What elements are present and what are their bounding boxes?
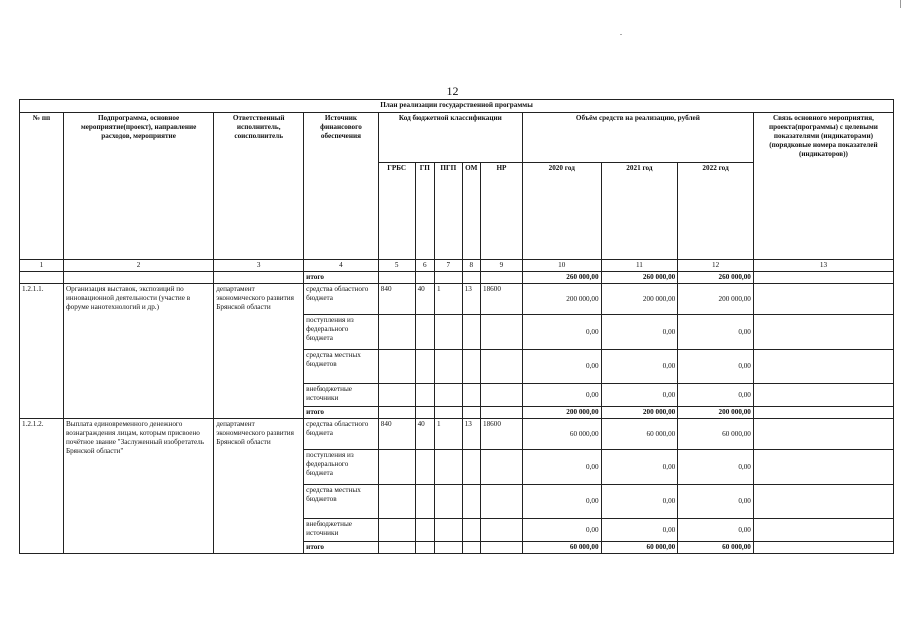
total-2020: 60 000,00: [522, 542, 601, 554]
amount-2021: 0,00: [601, 485, 678, 519]
code-grbs: [378, 450, 415, 485]
indicator-link: [753, 384, 893, 407]
code-grbs: [378, 519, 415, 542]
code-nr: 18600: [480, 284, 522, 315]
amount-2020: 60 000,00: [522, 419, 601, 450]
header-volume: Объём средств на реализацию, рублей: [522, 113, 753, 163]
code-grbs: 840: [378, 284, 415, 315]
code-om: 13: [462, 419, 480, 450]
amount-2020: 0,00: [522, 450, 601, 485]
col-number: 6: [415, 260, 434, 272]
col-number: 5: [378, 260, 415, 272]
code-pgp: 1: [435, 284, 463, 315]
code-gp: [415, 315, 434, 350]
funding-source: внебюджетные источники: [304, 519, 379, 542]
code-pgp: [435, 350, 463, 384]
code-gp: [415, 384, 434, 407]
item-executor: департамент экономического развития Брянской области: [214, 284, 304, 419]
scan-edge-mark: [900, 0, 901, 8]
funding-source: средства областного бюджета: [304, 284, 379, 315]
header-num: № пп: [20, 113, 64, 260]
header-budget-code: Код бюджетной классификации: [378, 113, 522, 163]
code-gp: [415, 350, 434, 384]
code-pgp: [435, 485, 463, 519]
code-grbs: [378, 485, 415, 519]
column-numbers-row: [20, 260, 894, 272]
indicator-link: [753, 315, 893, 350]
code-pgp: [435, 519, 463, 542]
funding-source: средства местных бюджетов: [304, 350, 379, 384]
amount-2021: 0,00: [601, 384, 678, 407]
header-om: ОМ: [462, 163, 480, 260]
code-nr: [480, 384, 522, 407]
code-om: [462, 519, 480, 542]
scan-speck: [620, 34, 622, 35]
program-plan-table: [19, 99, 894, 554]
indicator-link: [753, 419, 893, 450]
code-gp: [415, 519, 434, 542]
amount-2022: 0,00: [678, 485, 754, 519]
code-pgp: [435, 450, 463, 485]
amount-2021: 0,00: [601, 315, 678, 350]
col-number: 10: [522, 260, 601, 272]
col-number: 11: [601, 260, 678, 272]
code-om: [462, 485, 480, 519]
amount-2022: 0,00: [678, 519, 754, 542]
page-number: 12: [446, 84, 459, 98]
header-program: Подпрограмма, основное мероприятие(проект), направление расходов, мероприятие: [63, 113, 213, 260]
indicator-link: [753, 450, 893, 485]
col-number: 8: [462, 260, 480, 272]
header-2020: 2020 год: [522, 163, 601, 260]
amount-2021: 0,00: [601, 519, 678, 542]
table-row: [20, 284, 894, 315]
top-total-row: [20, 272, 894, 284]
code-pgp: [435, 315, 463, 350]
code-nr: [480, 519, 522, 542]
code-grbs: 840: [378, 419, 415, 450]
total-2020: 260 000,00: [522, 272, 601, 284]
total-2022: 60 000,00: [678, 542, 754, 554]
amount-2021: 60 000,00: [601, 419, 678, 450]
code-pgp: 1: [435, 419, 463, 450]
amount-2022: 0,00: [678, 384, 754, 407]
col-number: 2: [63, 260, 213, 272]
total-2021: 60 000,00: [601, 542, 678, 554]
header-2022: 2022 год: [678, 163, 754, 260]
funding-source: поступления из федерального бюджета: [304, 450, 379, 485]
funding-source: поступления из федерального бюджета: [304, 315, 379, 350]
col-number: 9: [480, 260, 522, 272]
item-name: Организация выставок, экспозиций по инновационной деятельности (участие в форуме нанотехнологий и др.): [63, 284, 213, 419]
col-number: 7: [435, 260, 463, 272]
header-grbs: ГРБС: [378, 163, 415, 260]
amount-2020: 0,00: [522, 384, 601, 407]
code-om: [462, 315, 480, 350]
header-source: Источник финансового обеспечения: [304, 113, 379, 260]
amount-2022: 0,00: [678, 350, 754, 384]
code-nr: [480, 485, 522, 519]
header-pgp: ПГП: [435, 163, 463, 260]
total-label: итого: [304, 407, 379, 419]
code-nr: [480, 450, 522, 485]
indicator-link: [753, 519, 893, 542]
code-om: [462, 450, 480, 485]
code-grbs: [378, 350, 415, 384]
item-name: Выплата единовременного денежного вознаграждения лицам, которым присвоено почётное звание "Заслуженный изобретатель Брянской области": [63, 419, 213, 554]
total-2022: 200 000,00: [678, 407, 754, 419]
total-label: итого: [304, 272, 379, 284]
code-grbs: [378, 384, 415, 407]
amount-2022: 200 000,00: [678, 284, 754, 315]
funding-source: средства областного бюджета: [304, 419, 379, 450]
item-executor: департамент экономического развития Брянской области: [214, 419, 304, 554]
indicator-link: [753, 284, 893, 315]
code-gp: 40: [415, 419, 434, 450]
code-pgp: [435, 384, 463, 407]
amount-2022: 0,00: [678, 450, 754, 485]
header-gp: ГП: [415, 163, 434, 260]
amount-2020: 200 000,00: [522, 284, 601, 315]
code-gp: 40: [415, 284, 434, 315]
code-grbs: [378, 315, 415, 350]
table-title: План реализации государственной программы: [20, 100, 894, 113]
col-number: 3: [214, 260, 304, 272]
total-label: итого: [304, 542, 379, 554]
header-link: Связь основного мероприятия, проекта(программы) с целевыми показателями (индикаторами) (порядковые номера показателей (индикаторов)): [753, 113, 893, 260]
total-2020: 200 000,00: [522, 407, 601, 419]
funding-source: средства местных бюджетов: [304, 485, 379, 519]
amount-2020: 0,00: [522, 519, 601, 542]
header-nr: НР: [480, 163, 522, 260]
amount-2022: 60 000,00: [678, 419, 754, 450]
total-2022: 260 000,00: [678, 272, 754, 284]
code-nr: [480, 315, 522, 350]
amount-2020: 0,00: [522, 485, 601, 519]
code-gp: [415, 485, 434, 519]
amount-2021: 200 000,00: [601, 284, 678, 315]
item-number: 1.2.1.1.: [20, 284, 64, 419]
funding-source: внебюджетные источники: [304, 384, 379, 407]
header-executor: Ответственный исполнитель, соисполнитель: [214, 113, 304, 260]
total-2021: 200 000,00: [601, 407, 678, 419]
amount-2022: 0,00: [678, 315, 754, 350]
total-2021: 260 000,00: [601, 272, 678, 284]
col-number: 13: [753, 260, 893, 272]
code-om: 13: [462, 284, 480, 315]
header-2021: 2021 год: [601, 163, 678, 260]
code-nr: 18600: [480, 419, 522, 450]
code-gp: [415, 450, 434, 485]
amount-2021: 0,00: [601, 450, 678, 485]
code-om: [462, 384, 480, 407]
col-number: 12: [678, 260, 754, 272]
amount-2020: 0,00: [522, 350, 601, 384]
code-nr: [480, 350, 522, 384]
indicator-link: [753, 350, 893, 384]
table-row: [20, 419, 894, 450]
indicator-link: [753, 485, 893, 519]
amount-2020: 0,00: [522, 315, 601, 350]
item-number: 1.2.1.2.: [20, 419, 64, 554]
code-om: [462, 350, 480, 384]
amount-2021: 0,00: [601, 350, 678, 384]
col-number: 4: [304, 260, 379, 272]
col-number: 1: [20, 260, 64, 272]
